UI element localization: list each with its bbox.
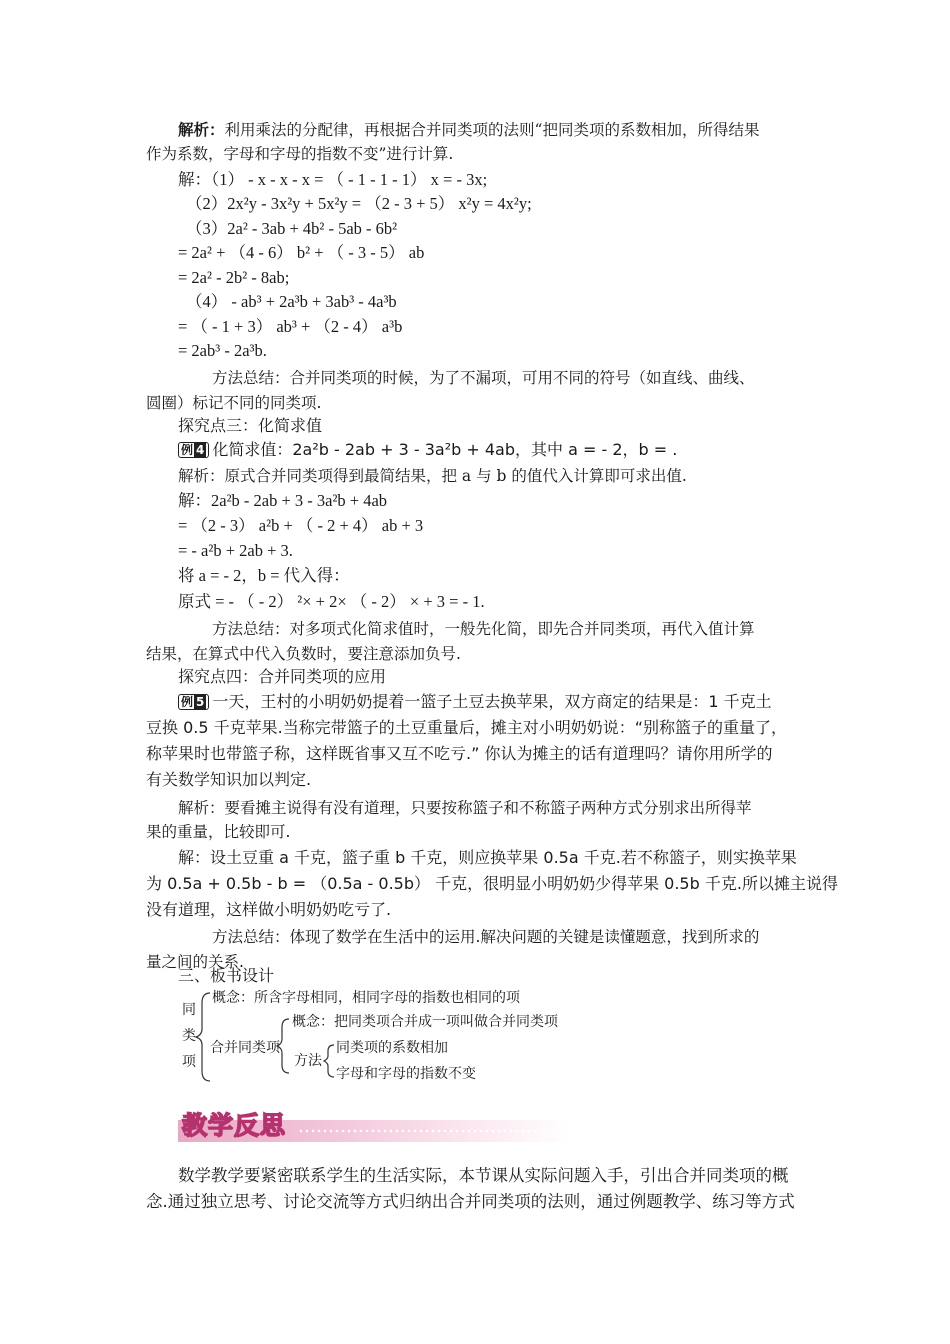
banner-dots: [298, 1128, 558, 1134]
ex3-solution-line: 解：（1） - x - x - x = （ - 1 - 1 - 1） x = - 3x;: [178, 170, 488, 189]
section-title: 探究点四：合并同类项的应用: [178, 667, 387, 686]
ex3-solution-line: = （ - 1 + 3） ab³ + （2 - 4） a³b: [178, 317, 403, 336]
ex5-analysis-line-2: 果的重量，比较即可.: [146, 823, 291, 841]
ex5-question-line: 称苹果时也带篮子称，这样既省事又互不吃亏.” 你认为摊主的话有道理吗？请你用所学的: [146, 744, 773, 763]
analysis-text: 利用乘法的分配律，再根据合并同类项的法则“把同类项的系数相加，所得结果: [224, 121, 760, 139]
ex5-solution-line: 为 0.5a + 0.5b - b = （0.5a - 0.5b） 千克，很明显小明奶奶少得苹果 0.5b 千克.所以摊主说得: [146, 874, 838, 893]
board-root-char: 同: [182, 1002, 196, 1018]
section-title: 探究点三：化简求值: [178, 416, 323, 435]
ex5-summary-line-1: 方法总结：体现了数学在生活中的运用.解决问题的关键是读懂题意，找到所求的: [212, 928, 760, 946]
ex4-solution-line: = - a²b + 2ab + 3.: [178, 541, 293, 560]
board-root-char: 类: [182, 1028, 196, 1044]
ex4-question: 例 4 化简求值：2a²b - 2ab + 3 - 3a²b + 4ab，其中 a = - 2，b = .: [178, 438, 677, 462]
ex4-solution-line: 原式 = - （ - 2） ²× + 2× （ - 2） × + 3 = - 1.: [178, 592, 485, 611]
board-diagram: [176, 985, 596, 1085]
board-method-item: 字母和字母的指数不变: [336, 1066, 476, 1082]
analysis-label: 解析：: [178, 121, 225, 139]
ex5-question-line: 例 5 一天，王村的小明奶奶提着一篮子土豆去换苹果，双方商定的结果是：1 千克土: [178, 690, 772, 714]
reflection-banner: [178, 1106, 570, 1146]
ex5-question-line: 豆换 0.5 千克苹果.当称完带篮子的土豆重量后，摊主对小明奶奶说：“别称篮子的重量了，: [146, 718, 787, 737]
ex4-summary-line-2: 结果，在算式中代入负数时，要注意添加负号.: [146, 645, 461, 663]
board-section-title: 三、板书设计: [178, 966, 275, 985]
reflection-title: 教学反思: [182, 1111, 287, 1140]
ex3-solution-line: = 2ab³ - 2a³b.: [178, 341, 267, 360]
ex3-solution-line: （2）2x²y - 3x²y + 5x²y = （2 - 3 + 5） x²y = 4x²y;: [186, 194, 532, 213]
ex4-solution-line: = （2 - 3） a²b + （ - 2 + 4） ab + 3: [178, 516, 424, 535]
ex4-solution-line: 解：2a²b - 2ab + 3 - 3a²b + 4ab: [178, 491, 388, 510]
ex3-analysis-line-1: [178, 118, 759, 142]
ex4-summary-line-1: 方法总结：对多项式化简求值时，一般先化简，即先合并同类项，再代入值计算: [212, 620, 755, 638]
board-method: 方法: [294, 1053, 322, 1069]
ex4-analysis: 解析：原式合并同类项得到最简结果，把 a 与 b 的值代入计算即可求出值.: [178, 467, 687, 485]
board-merge: 合并同类项: [210, 1040, 280, 1056]
reflection-line-1: 数学教学要紧密联系学生的生活实际，本节课从实际问题入手，引出合并同类项的概: [178, 1166, 789, 1185]
ex5-solution-line: 没有道理，这样做小明奶奶吃亏了.: [146, 900, 392, 919]
ex3-analysis-line-2: 作为系数，字母和字母的指数不变”进行计算.: [146, 145, 454, 163]
ex3-solution-line: （3）2a² - 3ab + 4b² - 5ab - 6b²: [186, 219, 398, 238]
board-root-char: 项: [182, 1054, 196, 1070]
ex3-summary-line-2: 圆圈）标记不同的同类项.: [146, 394, 322, 412]
ex5-question-line: 有关数学知识加以判定.: [146, 770, 312, 789]
ex5-summary-line-2: 量之间的关系.: [146, 953, 244, 971]
example-badge: 例 4: [178, 442, 209, 458]
ex3-solution-line: = 2a² + （4 - 6） b² + （ - 3 - 5） ab: [178, 243, 425, 262]
board-concept: 概念：所含字母相同，相同字母的指数也相同的项: [212, 990, 520, 1006]
board-method-item: 同类项的系数相加: [336, 1040, 448, 1056]
ex3-solution-line: = 2a² - 2b² - 8ab;: [178, 268, 290, 287]
ex5-solution-line: 解：设土豆重 a 千克，篮子重 b 千克，则应换苹果 0.5a 千克.若不称篮子，则实换苹果: [178, 848, 797, 867]
reflection-line-2: 念.通过独立思考、讨论交流等方式归纳出合并同类项的法则，通过例题教学、练习等方式: [146, 1192, 795, 1211]
example-badge: 例 5: [178, 694, 209, 710]
board-merge-concept: 概念：把同类项合并成一项叫做合并同类项: [292, 1014, 558, 1030]
ex4-solution-line: 将 a = - 2，b = 代入得：: [178, 566, 350, 585]
ex3-summary-line-1: 方法总结：合并同类项的时候，为了不漏项，可用不同的符号（如直线、曲线、: [212, 369, 755, 387]
ex3-solution-line: （4） - ab³ + 2a³b + 3ab³ - 4a³b: [186, 292, 397, 311]
ex5-analysis-line-1: 解析：要看摊主说得有没有道理，只要按称篮子和不称篮子两种方式分别求出所得苹: [178, 799, 752, 817]
